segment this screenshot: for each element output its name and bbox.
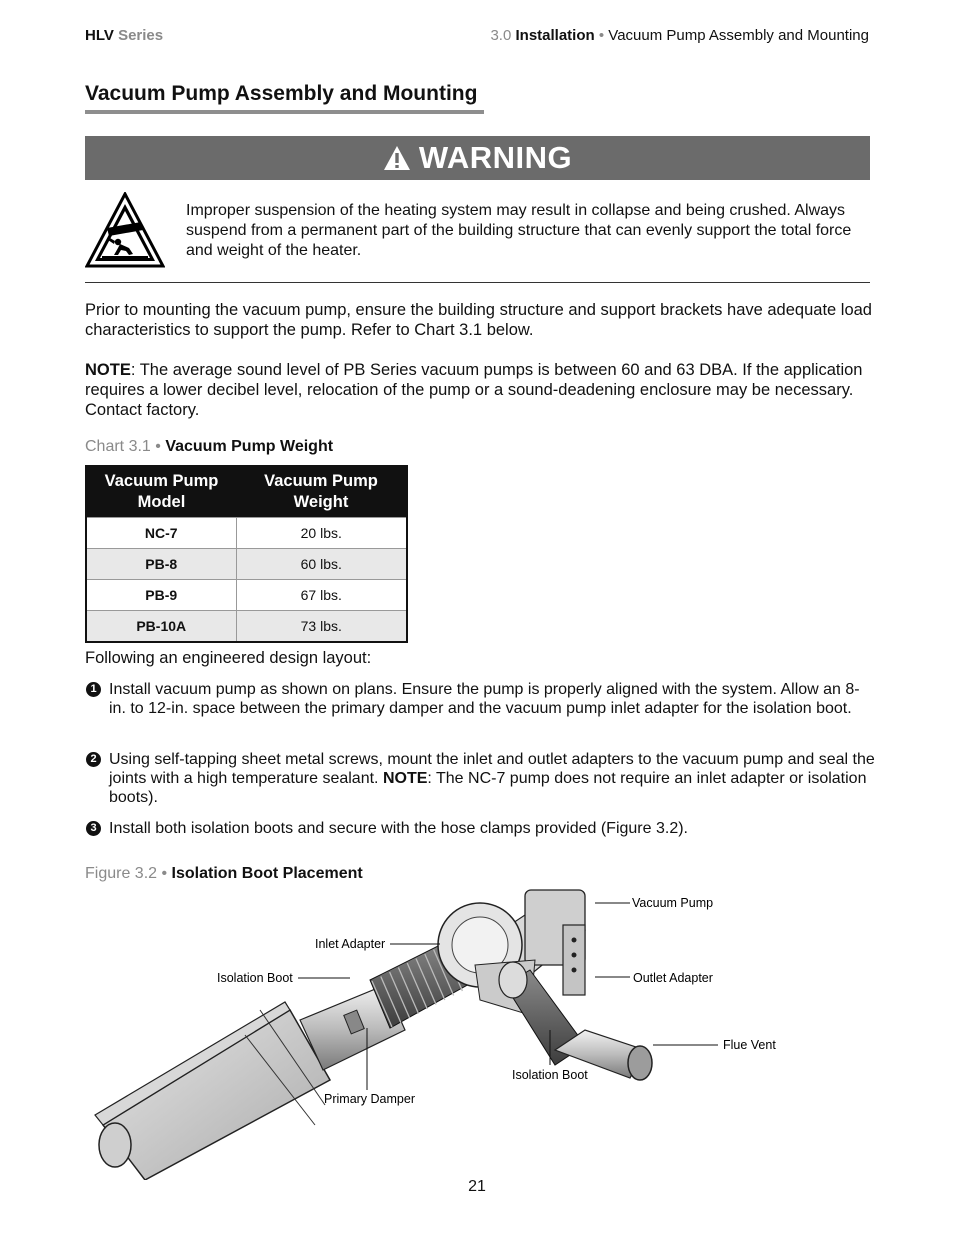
title-underline — [85, 110, 484, 114]
section-num: 3.0 — [490, 27, 512, 44]
series-word: Series — [118, 27, 164, 44]
series-name: HLV — [85, 27, 114, 44]
section-sub: Vacuum Pump Assembly and Mounting — [608, 27, 869, 44]
step-text: Install both isolation boots and secure with the hose clamps provided (Figure 3.2). — [109, 820, 688, 837]
warning-text: Improper suspension of the heating system may result in collapse and being crushed. Always suspend from a permanent part of the building structure that can evenly support the total force and weight of the heater. — [186, 202, 852, 259]
label-outlet-adapter: Outlet Adapter — [633, 971, 713, 985]
figure-caption-title: Isolation Boot Placement — [171, 865, 363, 882]
cell-weight: 20 lbs. — [236, 518, 407, 549]
crush-hazard-icon — [85, 192, 165, 268]
header-section — [490, 27, 869, 44]
cell-model: PB-8 — [86, 549, 236, 580]
weight-table — [85, 465, 408, 643]
table-row — [86, 549, 407, 580]
section-title: Installation — [515, 27, 595, 44]
step-2 — [85, 750, 875, 807]
chart-caption — [85, 438, 333, 456]
intro-paragraph: Prior to mounting the vacuum pump, ensure the building structure and support brackets have adequate load characteristics to support the pump. Refer to Chart 3.1 below. — [85, 301, 872, 339]
step-number-badge: 1 — [86, 682, 101, 697]
header-bullet: • — [598, 27, 605, 44]
figure-caption-num: Figure 3.2 • — [85, 865, 168, 882]
label-flue-vent: Flue Vent — [723, 1038, 776, 1052]
step-text-cont: : The NC-7 pump does not require an inlet adapter or isolation boots). — [109, 770, 867, 806]
col-header-model: Vacuum Pump Model — [86, 466, 236, 518]
warning-heading: WARNING — [418, 140, 573, 175]
cell-model: NC-7 — [86, 518, 236, 549]
page-number: 21 — [468, 1178, 486, 1195]
label-primary-damper: Primary Damper — [324, 1092, 415, 1106]
note-paragraph — [85, 360, 875, 420]
chart-caption-num: Chart 3.1 • — [85, 438, 161, 455]
chart-caption-title: Vacuum Pump Weight — [165, 438, 334, 455]
note-text: : The average sound level of PB Series vacuum pumps is between 60 and 63 DBA. If the application requires a lower decibel level, relocation of the pump or a sound-deadening enclosure may be necessary. Contact factory. — [85, 361, 863, 419]
note-label: NOTE — [85, 361, 131, 379]
isolation-boot-diagram — [85, 880, 875, 1180]
label-vacuum-pump: Vacuum Pump — [632, 896, 714, 910]
table-row — [86, 580, 407, 611]
cell-model: PB-9 — [86, 580, 236, 611]
col-header-weight: Vacuum Pump Weight — [236, 466, 407, 518]
table-row — [86, 611, 407, 643]
cell-weight: 60 lbs. — [236, 549, 407, 580]
table-row — [86, 518, 407, 549]
cell-weight: 67 lbs. — [236, 580, 407, 611]
step-1 — [85, 680, 875, 718]
label-isolation-boot-left: Isolation Boot — [217, 971, 293, 985]
step-note-label: NOTE — [382, 770, 428, 787]
warning-banner — [85, 136, 870, 180]
heater-body — [95, 1002, 330, 1180]
warning-divider — [85, 282, 870, 283]
label-inlet-adapter: Inlet Adapter — [315, 937, 386, 951]
step-text: Install vacuum pump as shown on plans. Ensure the pump is properly aligned with the system. Allow an 8-in. to 12-in. space between the primary damper and the vacuum pump inlet adapter for the isolation boot. — [109, 681, 860, 717]
header-series — [85, 27, 163, 44]
step-3 — [85, 819, 875, 838]
outlet-adapter — [499, 962, 527, 998]
page-title: Vacuum Pump Assembly and Mounting — [85, 82, 478, 105]
step-number-badge: 2 — [86, 752, 101, 767]
cell-weight: 73 lbs. — [236, 611, 407, 643]
label-isolation-boot-bottom: Isolation Boot — [512, 1068, 588, 1082]
warning-triangle-icon — [383, 145, 411, 171]
step-number-badge: 3 — [86, 821, 101, 836]
cell-model: PB-10A — [86, 611, 236, 643]
following-text: Following an engineered design layout: — [85, 649, 372, 667]
step-text: Using self-tapping sheet metal screws, mount the inlet and outlet adapters to the vacuum pump and seal the joints with a high temperature sealant. — [109, 751, 875, 787]
